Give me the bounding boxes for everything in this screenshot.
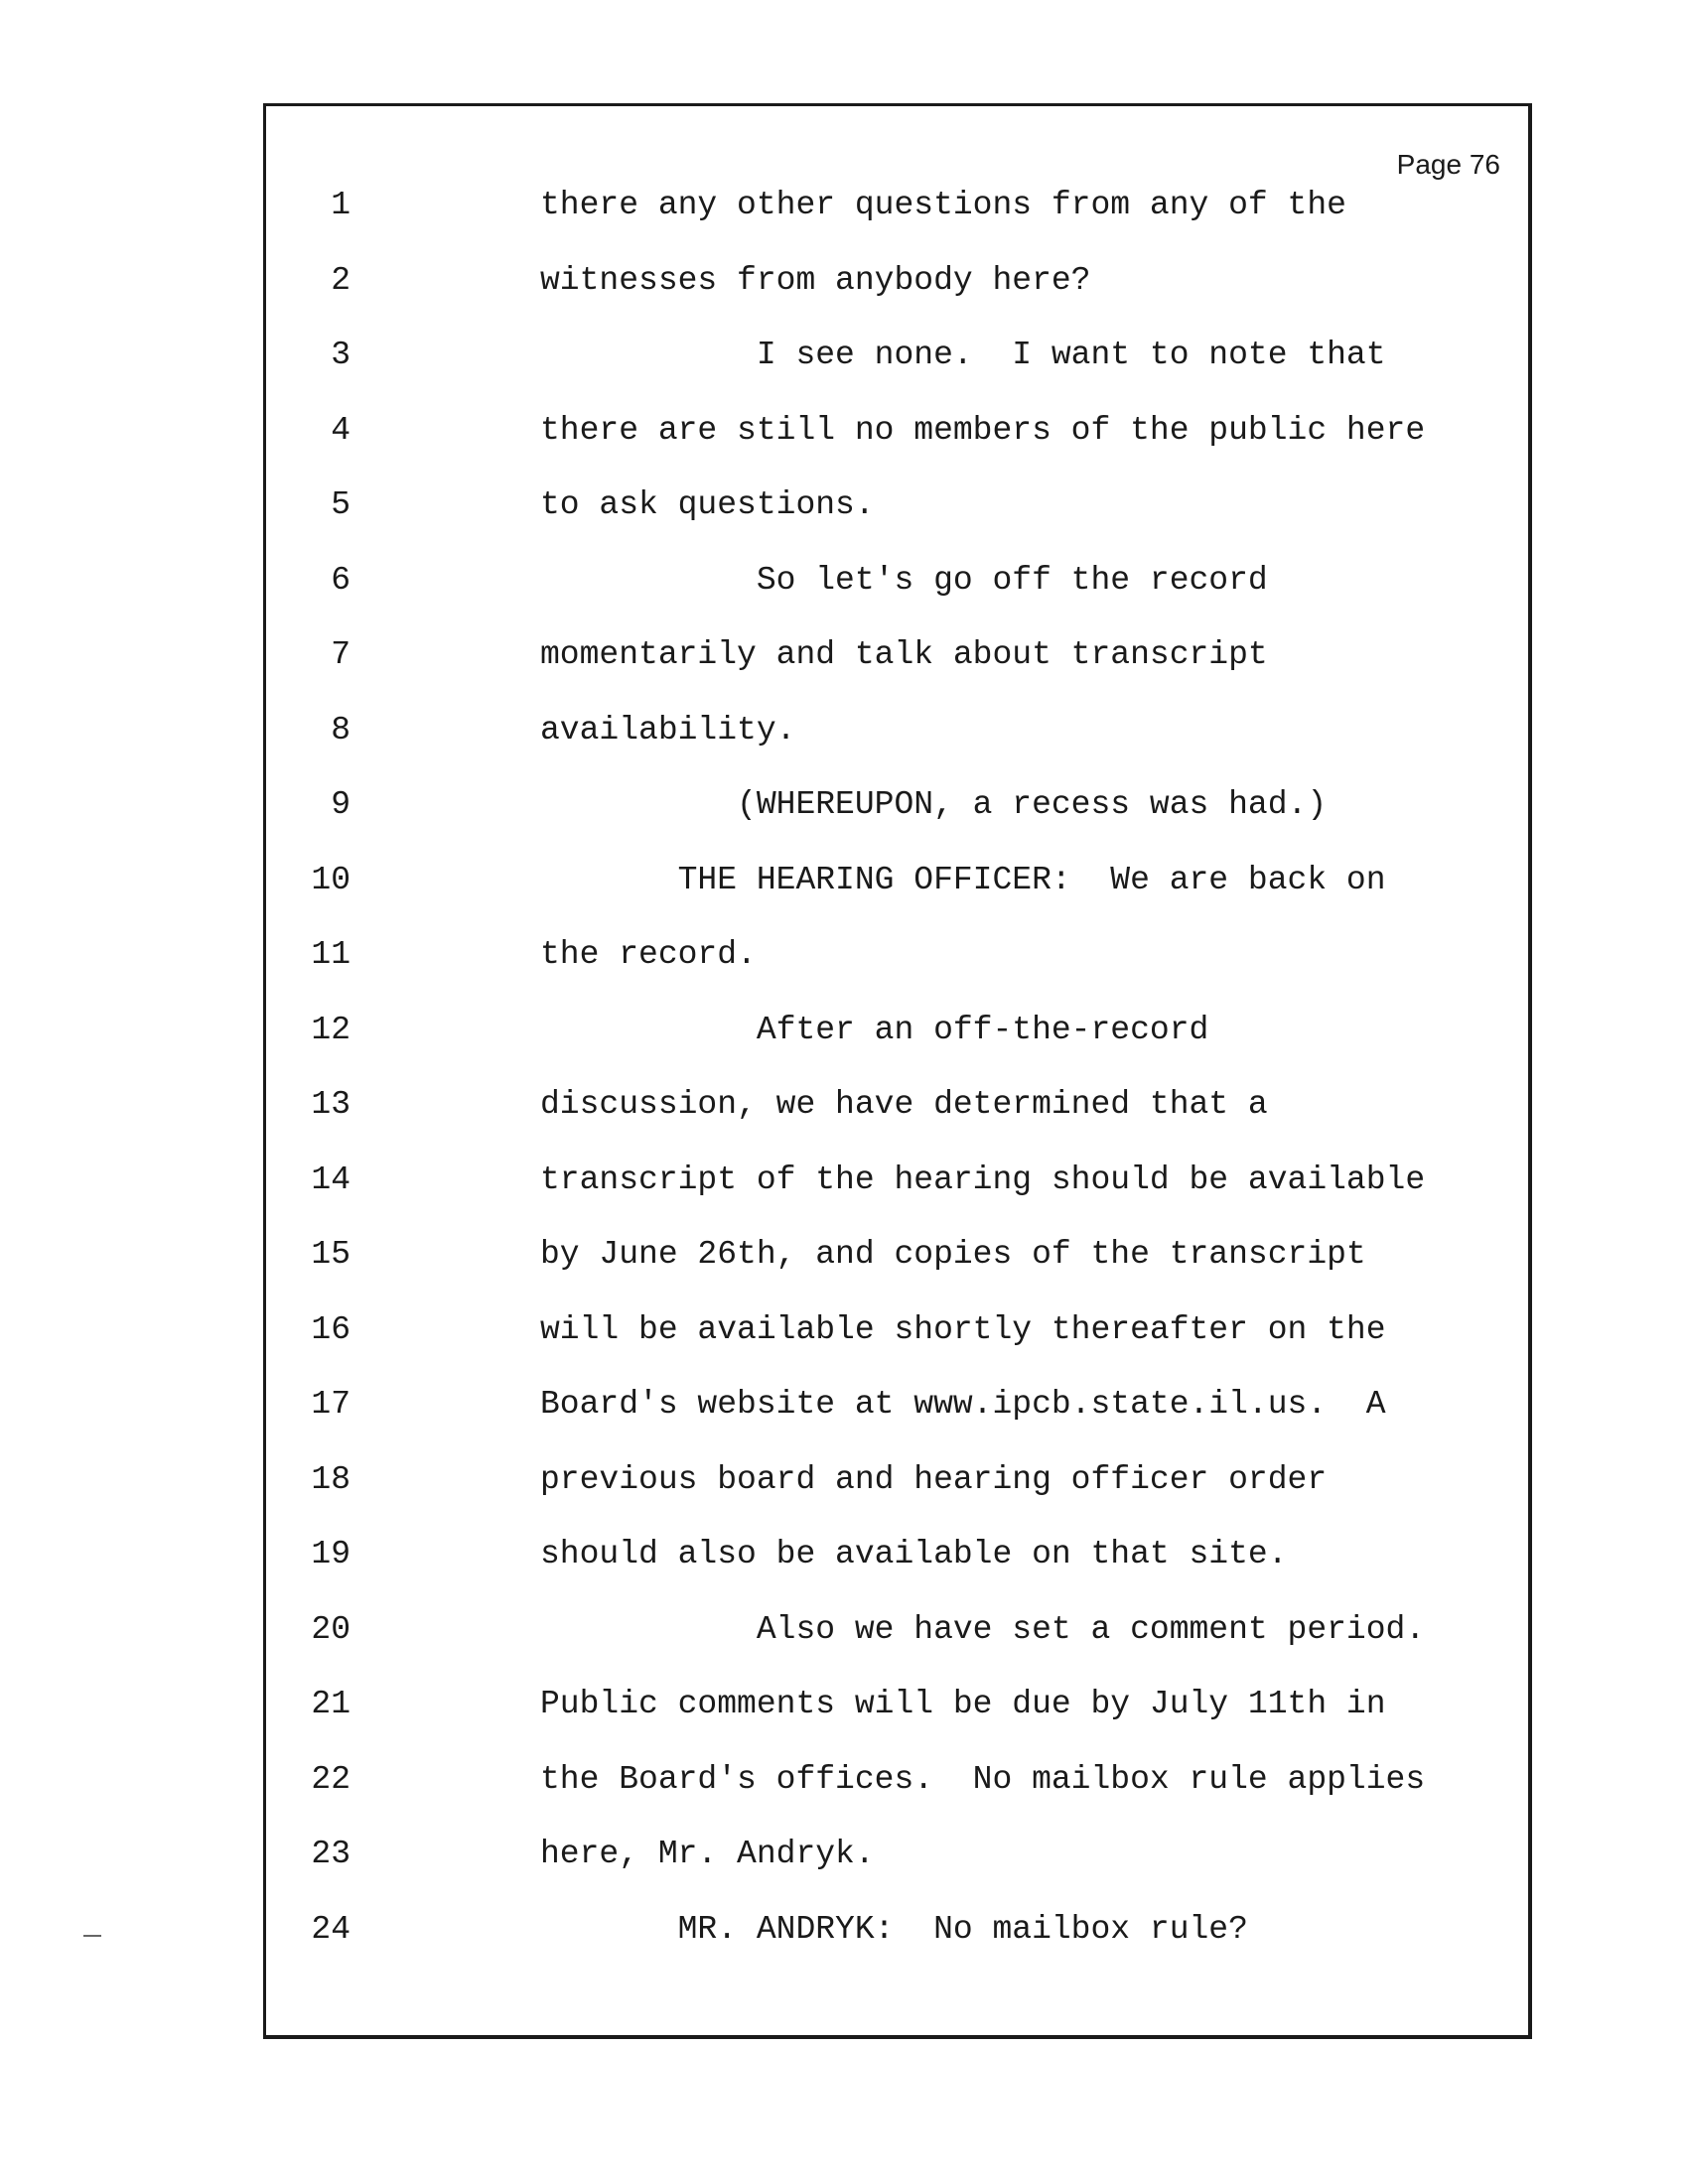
line-number: 14 [311,1160,351,1198]
line-number: 21 [311,1686,351,1722]
line-number: 24 [311,1910,351,1948]
transcript-line: witnesses from anybody here? [540,261,1091,299]
transcript-line: will be available shortly thereafter on the [540,1310,1386,1348]
transcript-line: availability. [540,711,796,749]
line-number: 22 [311,1760,351,1798]
transcript-line: the record. [540,936,757,973]
line-number: 13 [311,1086,351,1123]
line-number: 20 [311,1610,351,1648]
line-number: 5 [331,486,351,523]
line-number: 16 [311,1310,351,1348]
transcript-line: previous board and hearing officer order [540,1460,1328,1498]
transcript-line: to ask questions. [540,486,875,523]
line-number: 10 [311,861,351,898]
transcript-line: (WHEREUPON, a recess was had.) [540,786,1328,823]
transcript-line: Public comments will be due by July 11th in [540,1686,1386,1722]
transcript-line: here, Mr. Andryk. [540,1836,875,1872]
line-number: 19 [311,1536,351,1572]
line-number: 8 [331,711,351,749]
transcript-line: momentarily and talk about transcript [540,636,1268,673]
scan-artifact-mark [83,1935,101,1937]
transcript-line: THE HEARING OFFICER: We are back on [540,861,1386,898]
transcript-line: After an off-the-record [540,1011,1209,1048]
line-number: 1 [331,187,351,223]
line-number: 6 [331,561,351,599]
transcript-line: I see none. I want to note that [540,337,1386,373]
line-number: 7 [331,636,351,673]
line-number: 17 [311,1386,351,1423]
transcript-line: transcript of the hearing should be available [540,1160,1426,1198]
line-number: 11 [311,936,351,973]
transcript-page [263,103,1532,2039]
transcript-line: should also be available on that site. [540,1536,1288,1572]
transcript-line: discussion, we have determined that a [540,1086,1268,1123]
line-number: 18 [311,1460,351,1498]
line-number: 12 [311,1011,351,1048]
transcript-line: Board's website at www.ipcb.state.il.us. A [540,1386,1386,1423]
transcript-line: MR. ANDRYK: No mailbox rule? [540,1910,1248,1948]
line-number: 23 [311,1836,351,1872]
line-number: 15 [311,1236,351,1273]
line-number: 9 [331,786,351,823]
transcript-line: So let's go off the record [540,561,1268,599]
transcript-line: there any other questions from any of the [540,187,1346,223]
transcript-line: by June 26th, and copies of the transcript [540,1236,1366,1273]
transcript-line: there are still no members of the public here [540,411,1426,449]
page-number: Page 76 [1396,149,1500,180]
transcript-line: Also we have set a comment period. [540,1610,1426,1648]
line-number: 3 [331,337,351,373]
transcript-line: the Board's offices. No mailbox rule applies [540,1760,1426,1798]
line-number: 2 [331,261,351,299]
line-number: 4 [331,411,351,449]
